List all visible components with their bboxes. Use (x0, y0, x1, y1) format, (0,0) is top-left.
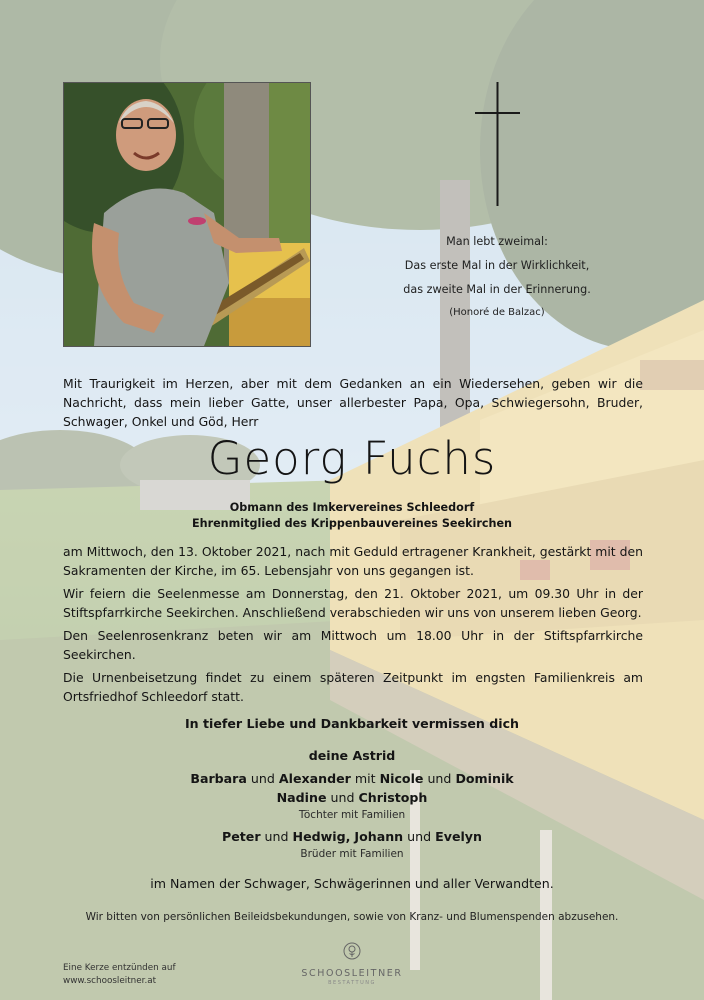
brand-subtitle: BESTATTUNG (328, 980, 376, 986)
child-name: Barbara (190, 771, 247, 786)
children-caption: Töchter mit Familien (298, 809, 406, 821)
honorary-titles (0, 500, 704, 532)
siblings-caption: Brüder mit Familien (300, 848, 404, 860)
sibling-name: Evelyn (435, 829, 482, 844)
relatives-line: im Namen der Schwager, Schwägerinnen und aller Verwandten. (150, 876, 554, 891)
connector-word: und (250, 771, 275, 786)
candle-link[interactable] (63, 962, 176, 988)
connector-word: und (427, 771, 452, 786)
title-line: Ehrenmitglied des Krippenbauvereines Seekirchen (191, 517, 513, 530)
title-line: Obmann des Imkervereines Schleedorf (229, 501, 475, 514)
cross-icon (475, 82, 520, 206)
sibling-name: Peter (221, 829, 261, 844)
rose-logo-icon (343, 942, 361, 960)
quote-source: (Honoré de Balzac) (449, 307, 545, 318)
paragraph-rosary: Den Seelenrosenkranz beten wir am Mittwoch um 18.00 Uhr in der Stiftspfarrkirche Seekirchen. (63, 628, 643, 662)
condolence-note: Wir bitten von persönlichen Beileidsbekundungen, sowie von Kranz- und Blumenspenden abzusehen. (85, 911, 619, 923)
child-name: Nadine (276, 790, 327, 805)
connector-word: und (407, 829, 432, 844)
connector-word: und (330, 790, 355, 805)
child-name: Christoph (358, 790, 428, 805)
siblings-line (0, 829, 704, 844)
portrait-photo (63, 82, 311, 347)
children-line-1 (0, 771, 704, 786)
children-line-2 (0, 790, 704, 805)
candle-text: Eine Kerze entzünden auf (63, 963, 176, 973)
connector-word: und (264, 829, 289, 844)
memorial-quote (380, 230, 614, 324)
brand-name: SCHOOSLEITNER (301, 968, 403, 979)
family-heading: In tiefer Liebe und Dankbarkeit vermissen dich (184, 716, 520, 731)
sibling-name: Johann (354, 829, 404, 844)
paragraph-mass: Wir feiern die Seelenmesse am Donnerstag, den 21. Oktober 2021, um 09.30 Uhr in der Stiftspfarrkirche Seekirchen. Anschließend verabschieden wir uns von unserem lieben Georg. (63, 586, 643, 620)
family-wife: deine Astrid (308, 748, 396, 763)
paragraph-death: am Mittwoch, den 13. Oktober 2021, nach mit Geduld ertragener Krankheit, gestärkt mit den Sakramenten der Kirche, im 65. Lebensjahr von uns gegangen ist. (63, 544, 643, 578)
grandchild-name: Nicole (379, 771, 424, 786)
grandchild-name: Dominik (455, 771, 514, 786)
intro-text: Mit Traurigkeit im Herzen, aber mit dem Gedanken an ein Wiedersehen, geben wir die Nachricht, dass mein lieber Gatte, unser allerbester Papa, Opa, Schwiegersohn, Bruder, Schwager, Onkel und Göd, Herr (63, 376, 643, 429)
connector-word: mit (354, 771, 376, 786)
quote-line-1: Man lebt zweimal: (446, 235, 548, 248)
notice-body (63, 542, 643, 710)
paragraph-burial: Die Urnenbeisetzung findet zu einem späteren Zeitpunkt im engsten Familienkreis am Ortsfriedhof Schleedorf statt. (63, 670, 643, 704)
sibling-name: Hedwig, (292, 829, 351, 844)
child-name: Alexander (278, 771, 351, 786)
deceased-name: Georg Fuchs (207, 432, 497, 485)
quote-line-2: Das erste Mal in der Wirklichkeit, (404, 259, 590, 272)
funeral-home-brand (300, 942, 404, 986)
quote-line-3: das zweite Mal in der Erinnerung. (403, 283, 591, 296)
candle-url[interactable]: www.schoosleitner.at (63, 976, 157, 986)
